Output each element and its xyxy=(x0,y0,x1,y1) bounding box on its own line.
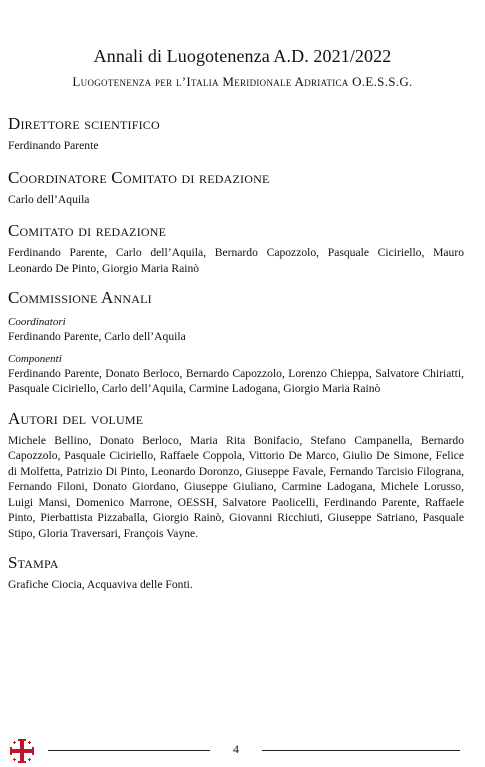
section-heading: Coordinatore Comitato di redazione xyxy=(8,167,270,187)
section-heading: Direttore scientifico xyxy=(8,114,160,133)
credits-content xyxy=(8,114,464,593)
page-subtitle: Luogotenenza per l’Italia Meridionale Adriatica O.E.S.S.G. xyxy=(72,74,413,89)
coordinatori-label: Coordinatori xyxy=(8,316,66,328)
section-text: Ferdinando Parente, Carlo dell’Aquila, Bernardo Capozzolo, Pasquale Ciciriello, Mauro Leonardo De Pinto, Giorgio Maria Rainò xyxy=(8,246,464,275)
page-footer xyxy=(0,735,485,765)
componenti-text: Ferdinando Parente, Donato Berloco, Bernardo Capozzolo, Lorenzo Chieppa, Salvatore Chiriatti, Pasquale Ciciriello, Carlo dell’Aquila, Carmine Ladogana, Giorgio Maria Rainò xyxy=(8,366,464,395)
section-heading: Autori del volume xyxy=(8,408,144,428)
section-text: Michele Bellino, Donato Berloco, Maria Rita Bonifacio, Stefano Campanella, Bernardo Capozzolo, Pasquale Ciciriello, Raffaele Coppola, Vittorio De Marco, Giulio De Simone, Felice di Molfetta, Patrizio Di Pinto, Leonardo Doronzo, Giuseppe Favale, Fernando Tarcisio Filograna, Fernando Filoni, Donato Giordano, Giuseppe Giuliano, Carmine Ladogana, Michele Lorusso, Luigi Mansi, Domenico Marrone, OESSH, Salvatore Paolicelli, Ferdinando Parente, Raffaele Pinto, Pierbattista Pizzaballa, Giorgio Rainò, Giovanni Ricchiuti, Giuseppe Satriano, Pasquale Stipo, Gloria Traversari, François Vayne. xyxy=(8,433,464,540)
section-commissione xyxy=(8,288,464,397)
section-heading: Stampa xyxy=(8,553,59,572)
section-direttore xyxy=(8,114,464,154)
section-heading: Commissione Annali xyxy=(8,288,152,307)
section-heading: Comitato di redazione xyxy=(8,221,167,240)
footer-rule-left xyxy=(48,750,210,751)
section-comitato xyxy=(8,221,464,276)
section-text: Ferdinando Parente xyxy=(8,139,99,152)
section-stampa xyxy=(8,553,464,593)
componenti-label: Componenti xyxy=(8,352,62,365)
footer-rule-right xyxy=(262,750,460,751)
section-text: Grafiche Ciocia, Acquaviva delle Fonti. xyxy=(8,578,193,591)
page-title: Annali di Luogotenenza A.D. 2021/2022 xyxy=(93,46,392,66)
coordinatori-text: Ferdinando Parente, Carlo dell’Aquila xyxy=(8,330,186,343)
page-number: 4 xyxy=(233,742,239,756)
section-coordinatore xyxy=(8,168,464,208)
section-autori xyxy=(8,409,464,542)
jerusalem-cross-icon xyxy=(8,737,36,765)
section-text: Carlo dell’Aquila xyxy=(8,192,90,206)
